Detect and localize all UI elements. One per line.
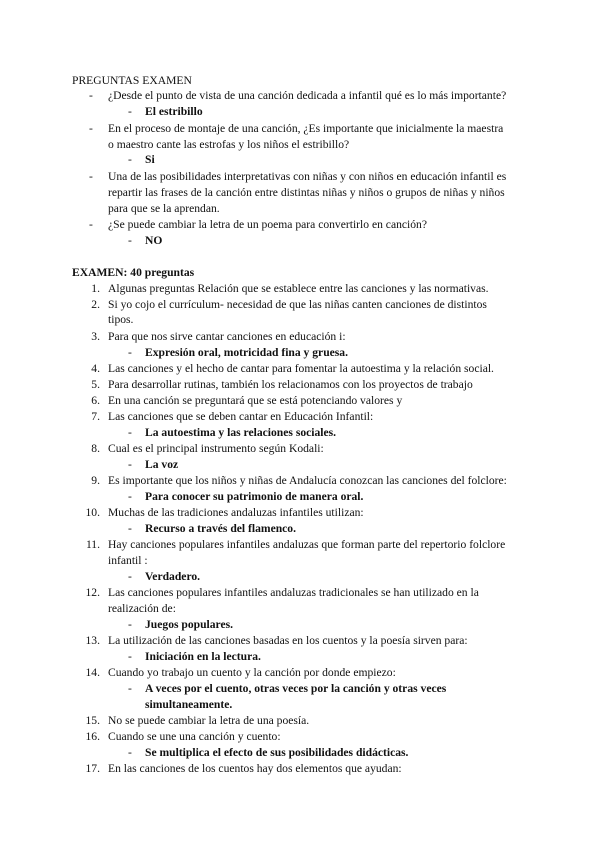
item-number: 2. [91, 298, 100, 311]
item-number: 7. [91, 410, 100, 423]
prelim-answer-2: Si [145, 153, 155, 166]
prelim-question-3-line-2: repartir las frases de la canción entre distintas niñas y niños o grupos de niñas y niños [108, 186, 505, 199]
exam-question-16: Cuando se une una canción y cuento: [108, 730, 281, 743]
item-number: 6. [91, 394, 100, 407]
answer-dash: - [128, 650, 132, 663]
bullet-dash: - [89, 89, 93, 102]
item-number: 9. [91, 474, 100, 487]
item-number: 3. [91, 330, 100, 343]
exam-answer-12: Juegos populares. [145, 618, 234, 631]
answer-dash: - [128, 234, 132, 247]
exam-question-11-line-2: infantil : [108, 554, 148, 567]
prelim-question-3-line-3: para que se la aprendan. [108, 202, 220, 215]
exam-question-1: Algunas preguntas Relación que se establece entre las canciones y las normativas. [108, 282, 489, 295]
exam-question-9: Es importante que los niños y niñas de Andalucía conozcan las canciones del folclore: [108, 474, 507, 487]
exam-question-13: La utilización de las canciones basadas en los cuentos y la poesía sirven para: [108, 634, 468, 647]
exam-question-11-line-1: Hay canciones populares infantiles andaluzas que forman parte del repertorio folclore [108, 538, 506, 551]
answer-dash: - [128, 570, 132, 583]
answer-dash: - [128, 346, 132, 359]
item-number: 17. [85, 762, 100, 775]
exam-question-2-line-2: tipos. [108, 313, 134, 326]
exam-title: EXAMEN: 40 preguntas [72, 266, 195, 279]
prelim-answer-1: El estribillo [145, 105, 203, 118]
bullet-dash: - [89, 218, 93, 231]
answer-dash: - [128, 105, 132, 118]
answer-dash: - [128, 682, 132, 695]
item-number: 16. [85, 730, 100, 743]
answer-dash: - [128, 153, 132, 166]
exam-question-7: Las canciones que se deben cantar en Educación Infantil: [108, 410, 374, 423]
exam-question-12-line-1: Las canciones populares infantiles andaluzas tradicionales se han utilizado en la [108, 586, 479, 599]
prelim-question-2-line-1: En el proceso de montaje de una canción, ¿Es importante que inicialmente la maestra [108, 122, 504, 135]
prelim-question-2-line-2: o maestro cante las estrofas y los niños el estribillo? [108, 138, 350, 151]
page-header: PREGUNTAS EXAMEN [72, 74, 192, 87]
answer-dash: - [128, 618, 132, 631]
exam-answer-14-line-2: simultaneamente. [145, 698, 233, 711]
prelim-question-1-line-1: ¿Desde el punto de vista de una canción dedicada a infantil qué es lo más importante? [108, 89, 507, 102]
answer-dash: - [128, 746, 132, 759]
bullet-dash: - [89, 170, 93, 183]
exam-answer-14-line-1: A veces por el cuento, otras veces por la canción y otras veces [145, 682, 447, 695]
exam-answer-13: Iniciación en la lectura. [145, 650, 261, 663]
exam-question-2-line-1: Si yo cojo el currículum- necesidad de que las niñas canten canciones de distintos [108, 298, 487, 311]
answer-dash: - [128, 490, 132, 503]
exam-answer-8: La voz [145, 458, 179, 471]
exam-question-15: No se puede cambiar la letra de una poesía. [108, 714, 310, 727]
exam-question-14: Cuando yo trabajo un cuento y la canción por donde empiezo: [108, 666, 396, 679]
answer-dash: - [128, 458, 132, 471]
exam-answer-10: Recurso a través del flamenco. [145, 522, 297, 535]
item-number: 14. [85, 666, 100, 679]
item-number: 11. [85, 538, 100, 551]
exam-question-5: Para desarrollar rutinas, también los relacionamos con los proyectos de trabajo [108, 378, 473, 391]
item-number: 8. [91, 442, 100, 455]
item-number: 4. [91, 362, 100, 375]
prelim-question-3-line-1: Una de las posibilidades interpretativas con niñas y con niños en educación infantil es [108, 170, 507, 183]
bullet-dash: - [89, 122, 93, 135]
item-number: 5. [91, 378, 100, 391]
item-number: 12. [85, 586, 100, 599]
exam-answer-11: Verdadero. [145, 570, 201, 583]
item-number: 15. [85, 714, 100, 727]
item-number: 1. [91, 282, 100, 295]
exam-answer-16: Se multiplica el efecto de sus posibilidades didácticas. [145, 746, 409, 759]
exam-question-17: En las canciones de los cuentos hay dos elementos que ayudan: [108, 762, 402, 775]
exam-question-4: Las canciones y el hecho de cantar para fomentar la autoestima y la relación social. [108, 362, 494, 375]
exam-answer-9: Para conocer su patrimonio de manera oral. [145, 490, 364, 503]
exam-question-8: Cual es el principal instrumento según Kodali: [108, 442, 324, 455]
item-number: 13. [85, 634, 100, 647]
answer-dash: - [128, 426, 132, 439]
exam-answer-7: La autoestima y las relaciones sociales. [145, 426, 337, 439]
exam-question-10: Muchas de las tradiciones andaluzas infantiles utilizan: [108, 506, 364, 519]
prelim-question-4-line-1: ¿Se puede cambiar la letra de un poema para convertirlo en canción? [108, 218, 427, 231]
answer-dash: - [128, 522, 132, 535]
exam-question-6: En una canción se preguntará que se está potenciando valores y [108, 394, 403, 407]
item-number: 10. [85, 506, 100, 519]
exam-question-3: Para que nos sirve cantar canciones en educación i: [108, 330, 346, 343]
prelim-answer-4: NO [145, 234, 163, 247]
exam-answer-3: Expresión oral, motricidad fina y gruesa. [145, 346, 348, 359]
exam-question-12-line-2: realización de: [108, 602, 176, 615]
